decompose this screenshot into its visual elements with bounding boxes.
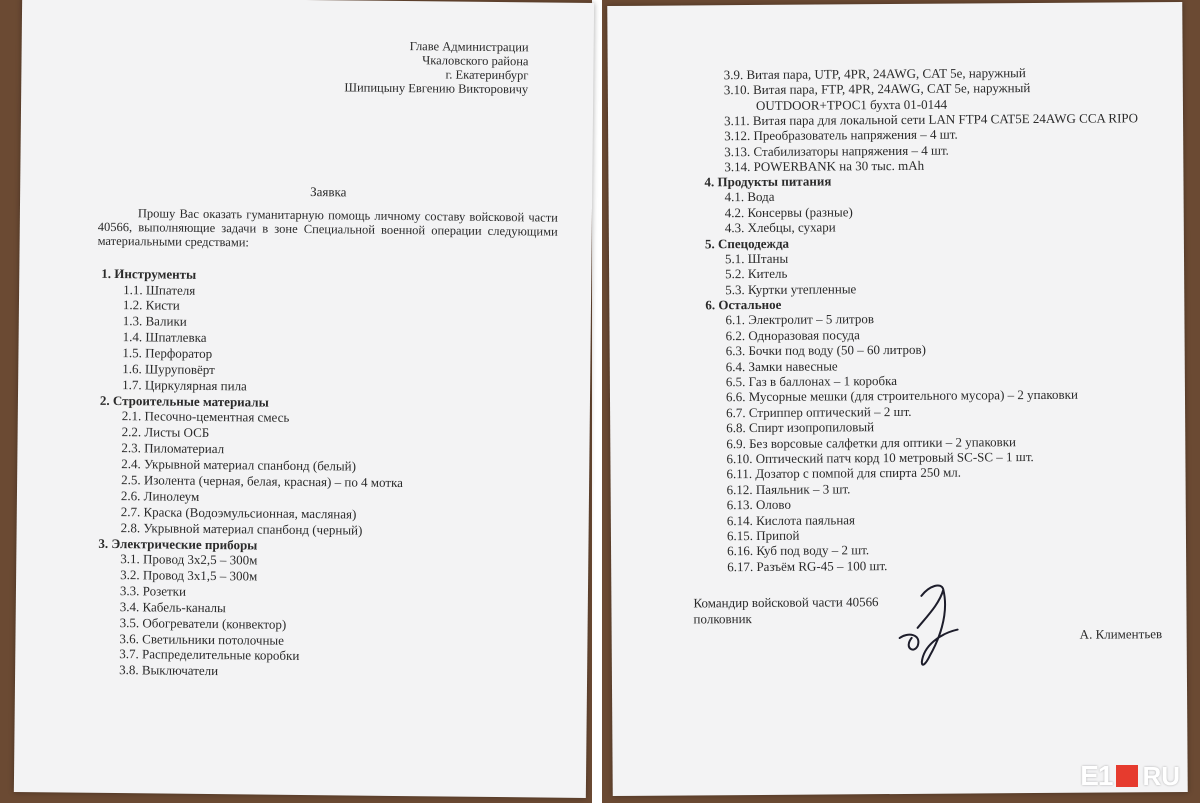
list-item: 3.2. Провод 3х1,5 – 300м — [120, 566, 258, 584]
list-item: 6.11. Дозатор с помпой для спирта 250 мл. — [726, 464, 962, 482]
list-item: 6.2. Одноразовая посуда — [725, 327, 860, 343]
list-item: 3.1. Провод 3х2,5 – 300м — [120, 551, 258, 568]
list-item: 6.9. Без ворсовые салфетки для оптики – 2 упаковки — [726, 433, 1017, 451]
list-item: 6.10. Оптический патч корд 10 метровый SC-SC – 1 шт. — [726, 449, 1034, 467]
list-item: 3.4. Кабель-каналы — [119, 598, 226, 615]
commander-rank: полковник — [693, 611, 752, 627]
list-item: 6.1. Электролит – 5 литров — [725, 311, 875, 328]
list-item: 2.6. Линолеум — [120, 487, 200, 504]
list-item: 6.14. Кислота паяльная — [726, 511, 856, 528]
section-heading: 5. Спецодежда — [704, 235, 790, 251]
signer-name: А. Климентьев — [1079, 626, 1163, 642]
section-heading: 6. Остальное — [705, 296, 782, 313]
addressee-line: Главе Администрации — [409, 39, 529, 55]
signature-image — [881, 575, 972, 676]
section-heading: 2. Строительные материалы — [99, 392, 269, 410]
section-heading: 4. Продукты питания — [704, 173, 832, 190]
list-item: 4.1. Вода — [724, 189, 775, 205]
list-item: 6.3. Бочки под воду (50 – 60 литров) — [725, 341, 926, 359]
list-item: 6.13. Олово — [726, 496, 791, 513]
addressee-block — [344, 38, 528, 96]
e1-logo — [1080, 761, 1180, 791]
list-item: 6.17. Разъём RG-45 – 100 шт. — [727, 557, 888, 574]
list-item: 1.2. Кисти — [122, 297, 180, 314]
addressee-line: Чкаловского района — [422, 53, 529, 69]
list-item: 3.13. Стабилизаторы напряжения – 4 шт. — [724, 142, 949, 159]
list-item: 3.9. Витая пара, UTP, 4PR, 24AWG, CAT 5e, наружный — [723, 65, 1026, 83]
list-item: 3.12. Преобразователь напряжения – 4 шт. — [724, 126, 958, 144]
list-item: 4.3. Хлебцы, сухари — [724, 219, 836, 236]
addressee-line: Шипицыну Евгению Викторовичу — [344, 80, 529, 97]
list-item: 1.1. Шпателя — [123, 281, 196, 298]
list-item: 2.2. Листы ОСБ — [121, 424, 210, 441]
list-item: 3.8. Выключатели — [119, 662, 219, 679]
list-item: OUTDOOR+ТРОС1 бухта 01-0144 — [755, 96, 948, 113]
list-item: 2.3. Пиломатериал — [121, 440, 225, 457]
list-item: 5.1. Штаны — [724, 250, 789, 267]
list-item: 5.2. Китель — [725, 266, 788, 282]
request-title: Заявка — [310, 184, 347, 200]
list-item: 6.16. Куб под воду – 2 шт. — [727, 542, 870, 559]
list-item: 1.4. Шпатлевка — [122, 329, 207, 346]
list-item: 3.5. Обогреватели (конвектор) — [119, 614, 287, 632]
list-item: 6.5. Газ в баллонах – 1 коробка — [725, 373, 898, 390]
list-item: 4.2. Консервы (разные) — [724, 204, 853, 220]
brand-domain: RU — [1142, 760, 1180, 791]
list-item: 3.3. Розетки — [119, 582, 187, 599]
photo-divider — [592, 0, 602, 803]
list-item: 3.10. Витая пара, FTP, 4PR, 24AWG, CAT 5e, наружный — [723, 80, 1031, 98]
list-item: 6.15. Припой — [726, 527, 800, 544]
list-item: 3.7. Распределительные коробки — [119, 646, 300, 664]
list-item: 2.8. Укрывной материал спанбонд (черный) — [120, 519, 363, 538]
list-item: 3.14. POWERBANK на 30 тыс. mAh — [724, 157, 925, 174]
list-item: 1.3. Валики — [122, 313, 187, 330]
list-item: 1.6. Шуруповёрт — [122, 361, 215, 378]
list-item: 6.12. Паяльник – 3 шт. — [726, 481, 851, 497]
list-item: 6.6. Мусорные мешки (для строительного мусора) – 2 упаковки — [725, 387, 1078, 405]
list-item: 2.7. Краска (Водоэмульсионная, масляная) — [120, 503, 357, 522]
document-page-right — [607, 2, 1188, 796]
brand-square-icon — [1116, 765, 1138, 787]
list-item: 6.8. Спирт изопропиловый — [726, 419, 875, 436]
right-item-list — [607, 2, 1182, 574]
list-item: 1.7. Циркулярная пила — [122, 376, 247, 394]
list-item: 5.3. Куртки утепленные — [725, 280, 857, 297]
request-intro: Прошу Вас оказать гуманитарную помощь личному составу войсковой части 40566, выполняющие задачи в зоне Специальной военной операции следующими материальными средствами: — [97, 206, 558, 250]
list-item: 2.5. Изолента (черная, белая, красная) – по 4 мотка — [121, 471, 404, 490]
list-item: 2.4. Укрывной материал спанбонд (белый) — [121, 456, 357, 474]
list-item: 2.1. Песочно-цементная смесь — [121, 408, 290, 426]
list-item: 1.5. Перфоратор — [122, 345, 213, 362]
document-page-left — [14, 0, 594, 798]
section-heading: 1. Инструменты — [101, 265, 197, 282]
brand-logo-text: E1 — [1080, 760, 1113, 791]
list-item: 6.4. Замки навесные — [725, 358, 838, 374]
commander-title: Командир войсковой части 40566 — [693, 594, 879, 611]
addressee-line: г. Екатеринбург — [445, 67, 529, 83]
list-item: 3.11. Витая пара для локальной сети LAN FTP4 CAT5E 24AWG CCA RIPO — [723, 110, 1139, 129]
section-heading: 3. Электрические приборы — [98, 535, 258, 553]
list-item: 6.7. Стриппер оптический – 2 шт. — [726, 403, 912, 420]
list-item: 3.6. Светильники потолочные — [119, 630, 285, 648]
